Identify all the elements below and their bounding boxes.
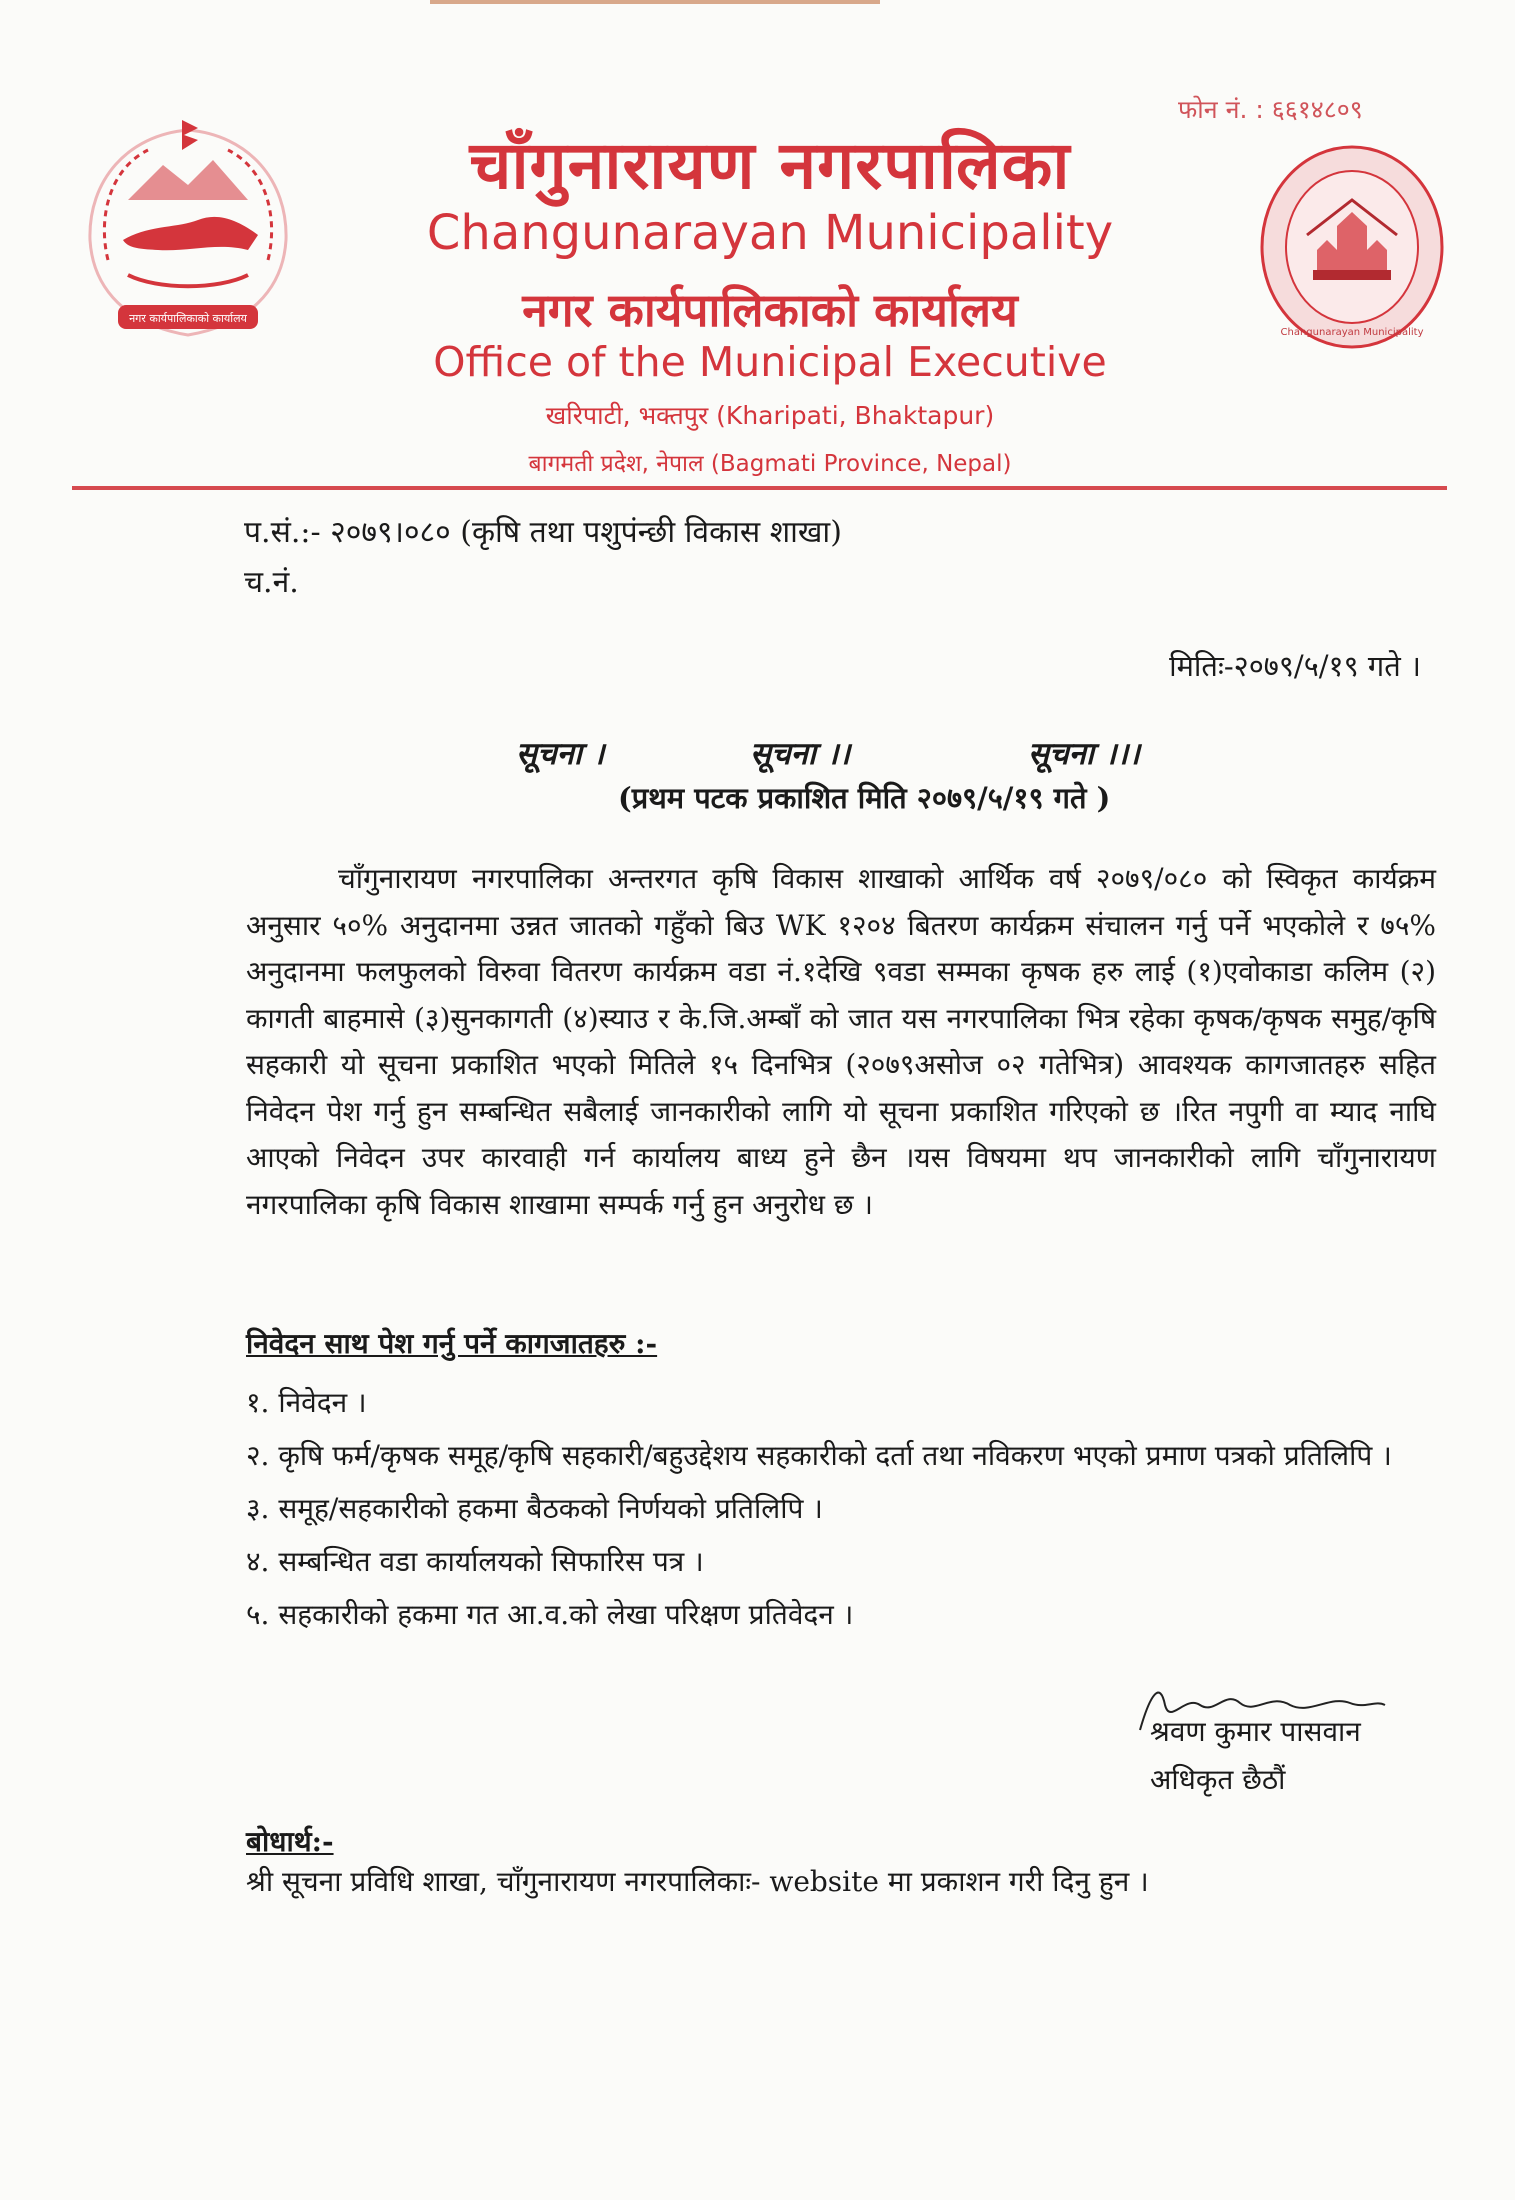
municipality-name-english: Changunarayan Municipality [426, 205, 1114, 261]
municipality-name-nepali: चाँगुनारायण नगरपालिका [469, 127, 1071, 204]
list-item: ३. समूह/सहकारीको हकमा बैठकको निर्णयको प्रतिलिपि । [246, 1492, 823, 1525]
notice-body: चाँगुनारायण नगरपालिका अन्तरगत कृषि विकास शाखाको आर्थिक वर्ष २०७९/०८० को स्विकृत कार्यक्रम अनुसार ५०% अनुदानमा उन्नत जातको गहुँको बिउ WK १२०४ बितरण कार्यक्रम संचालन गर्नु पर्ने भएकोले र ७५% अनुदानमा फलफुलको विरुवा वितरण कार्यक्रम वडा नं.१देखि ९वडा सम्मका कृषक हरु लाई (१)एवोकाडा कलिम (२) कागती बाहमासे (३)सुनकागती (४)स्याउ र के.जि.अम्बाँ को जात यस नगरपालिका भित्र रहेका कृषक/कृषक समुह/कृषि सहकारी यो सूचना प्रकाशित भएको मितिले १५ दिनभित्र (२०७९असोज ०२ गतेभित्र) आवश्यक कागजातहरु सहित निवेदन पेश गर्नु हुन सम्बन्धित सबैलाई जानकारीको लागि यो सूचना प्रकाशित गरिएको छ ।रित नपुगी वा म्याद नाघि आएको निवेदन उपर कारवाही गर्न कार्यालय बाध्य हुने छैन ।यस विषयमा थप जानकारीको लागि चाँगुनारायण नगरपालिका कृषि विकास शाखामा सम्पर्क गर्नु हुन अनुरोध छ । [246, 862, 1436, 1221]
list-item: ४. सम्बन्धित वडा कार्यालयको सिफारिस पत्र । [246, 1545, 704, 1578]
cc-line: श्री सूचना प्रविधि शाखा, चाँगुनारायण नगरपालिकाः- website मा प्रकाशन गरी दिनु हुन । [246, 1865, 1149, 1898]
notice-title-1: सूचना । [516, 736, 605, 772]
svg-text:Changunarayan Municipality: Changunarayan Municipality [1280, 327, 1424, 338]
signatory-title: अधिकृत छैठौं [1150, 1763, 1286, 1796]
notice-title-3: सूचना ।।। [1028, 736, 1140, 772]
phone-number: फोन नं. : ६६१४८०९ [1178, 95, 1363, 124]
notice-title-2: सूचना ।। [750, 736, 851, 772]
top-edge-mark [430, 0, 880, 4]
cc-label: बोधार्थ:- [246, 1825, 334, 1858]
documents-list [246, 1378, 1436, 1643]
svg-text:नगर कार्यपालिकाको कार्यालय: नगर कार्यपालिकाको कार्यालय [129, 312, 247, 325]
documents-heading: निवेदन साथ पेश गर्नु पर्ने कागजातहरु :- [246, 1327, 658, 1360]
nepal-emblem-icon [68, 110, 308, 360]
address-line-1: खरिपाटी, भक्तपुर (Kharipati, Bhaktapur) [545, 401, 995, 430]
letterhead-divider [72, 486, 1447, 490]
dispatch-number: च.नं. [244, 565, 299, 600]
address-line-2: बागमती प्रदेश, नेपाल (Bagmati Province, Nepal) [528, 451, 1012, 477]
municipality-seal-icon [1255, 140, 1450, 355]
office-name-nepali: नगर कार्यपालिकाको कार्यालय [522, 283, 1018, 337]
letter-date: मितिः-२०७९/५/१९ गते । [1169, 649, 1421, 683]
list-item: ५. सहकारीको हकमा गत आ.व.को लेखा परिक्षण प्रतिवेदन । [246, 1598, 854, 1631]
list-item: १. निवेदन । [246, 1386, 367, 1419]
office-name-english: Office of the Municipal Executive [433, 338, 1107, 386]
reference-number: प.सं.:- २०७९।०८० (कृषि तथा पशुपंन्छी विकास शाखा) [244, 515, 842, 550]
list-item: २. कृषि फर्म/कृषक समूह/कृषि सहकारी/बहुउद्देशय सहकारीको दर्ता तथा नविकरण भएको प्रमाण पत्रको प्रतिलिपि । [246, 1439, 1392, 1472]
publication-date-note: (प्रथम पटक प्रकाशित मिति २०७९/५/१९ गते ) [618, 781, 1111, 815]
signatory-name: श्रवण कुमार पासवान [1150, 1715, 1361, 1748]
